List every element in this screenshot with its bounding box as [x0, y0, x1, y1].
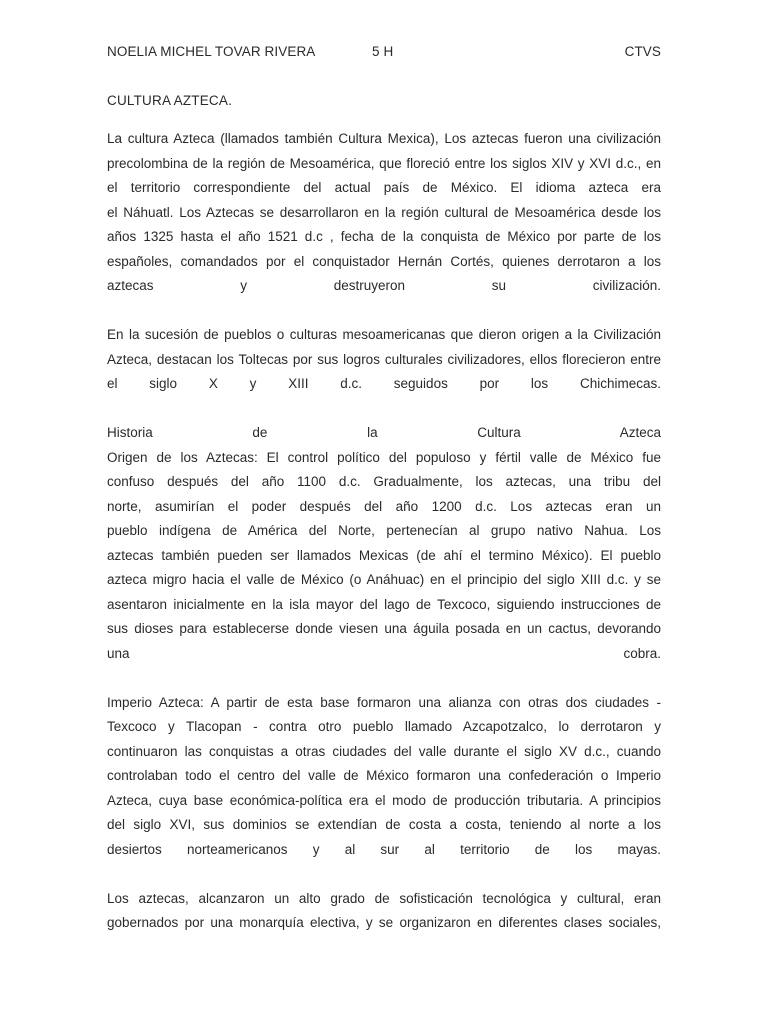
school-label: CTVS: [624, 44, 661, 59]
document-title: CULTURA AZTECA.: [107, 93, 233, 108]
text-line: Origen de los Aztecas: El control político del populoso y fértil valle de México fue: [107, 449, 661, 465]
text-line: Azteca, cuya base económica-política era el modo de producción tributaria. A principios: [107, 792, 661, 808]
text-line: sus dioses para establecerse donde viesen una águila posada en un cactus, devorando: [107, 621, 661, 636]
text-line: años 1325 hasta el año 1521 d.c , fecha de la conquista de México por parte de los: [107, 229, 661, 244]
document-page: [107, 44, 661, 960]
text-line: gobernados por una monarquía electiva, y se organizaron en diferentes clases sociales,: [107, 915, 661, 930]
paragraph-5: [107, 887, 661, 936]
text-line: confuso después del año 1100 d.c. Gradualmente, los aztecas, una tribu del: [107, 474, 661, 489]
text-line: azteca migro hacia el valle de México (o Anáhuac) en el principio del siglo XIII d.c. y se: [107, 572, 661, 587]
text-line: Los aztecas, alcanzaron un alto grado de sofisticación tecnológica y cultural, eran: [107, 890, 661, 906]
page-header: [107, 44, 661, 66]
text-line: continuaron las conquistas a otras ciudades del valle durante el siglo XV d.c., cuando: [107, 743, 661, 759]
text-line: controlaban todo el centro del valle de México formaron una confederación o Imperio: [107, 768, 661, 783]
document-body: [107, 127, 661, 936]
paragraph-4: [107, 691, 661, 863]
text-line: En la sucesión de pueblos o culturas mesoamericanas que dieron origen a la Civilización: [107, 327, 661, 342]
text-line: norte, asumirían el poder después del año 1200 d.c. Los aztecas eran un: [107, 498, 661, 514]
text-line: el Náhuatl. Los Aztecas se desarrollaron en la región cultural de Mesoamérica desde los: [107, 204, 661, 220]
text-line: del siglo XVI, sus dominios se extendían de costa a costa, teniendo al norte a los: [107, 817, 661, 832]
section-heading-line: Historia de la Cultura Azteca: [107, 425, 661, 440]
text-line: La cultura Azteca (llamados también Cultura Mexica), Los aztecas fueron una civilización: [107, 131, 661, 146]
text-line: una cobra.: [107, 645, 661, 661]
paragraph-1: [107, 127, 661, 299]
text-line: el siglo X y XIII d.c. seguidos por los Chichimecas.: [107, 376, 661, 391]
text-line: Azteca, destacan los Toltecas por sus logros culturales civilizadores, ellos florecieron entre: [107, 351, 661, 367]
text-line: aztecas y destruyeron su civilización.: [107, 278, 661, 293]
author-name: NOELIA MICHEL TOVAR RIVERA: [107, 44, 316, 59]
text-line: el territorio correspondiente del actual país de México. El idioma azteca era: [107, 180, 661, 195]
text-line: asentaron inicialmente en la isla mayor del lago de Texcoco, siguiendo instrucciones de: [107, 596, 661, 612]
paragraph-3: [107, 421, 661, 666]
text-line: pueblo indígena de América del Norte, pertenecían al grupo nativo Nahua. Los: [107, 523, 661, 538]
text-line: Texcoco y Tlacopan - contra otro pueblo llamado Azcapotzalco, lo derrotaron y: [107, 719, 661, 734]
text-line: aztecas también pueden ser llamados Mexicas (de ahí el termino México). El pueblo: [107, 547, 661, 563]
text-line: precolombina de la región de Mesoamérica, que floreció entre los siglos XIV y XVI d.c., en: [107, 155, 661, 171]
paragraph-2: [107, 323, 661, 397]
text-line: Imperio Azteca: A partir de esta base formaron una alianza con otras dos ciudades -: [107, 694, 661, 710]
text-line: españoles, comandados por el conquistador Hernán Cortés, quienes derrotaron a los: [107, 253, 661, 269]
text-line: desiertos norteamericanos y al sur al territorio de los mayas.: [107, 841, 661, 857]
grade-label: 5 H: [372, 44, 394, 59]
